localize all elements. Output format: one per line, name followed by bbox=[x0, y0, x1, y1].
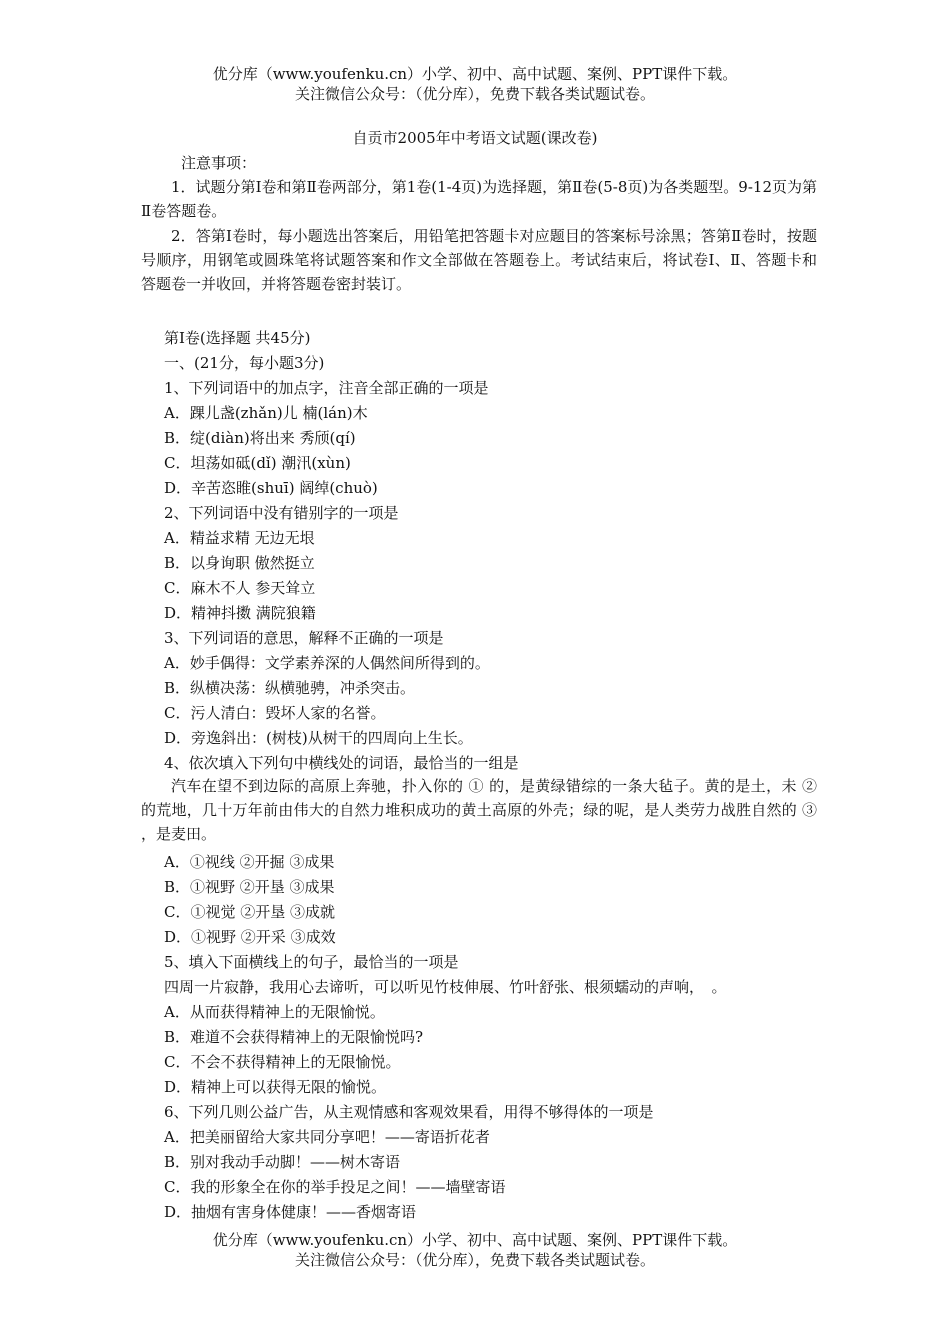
footer-line-2: 关注微信公众号：（优分库），免费下载各类试题试卷。 bbox=[294, 1251, 655, 1269]
question-option: C．麻木不人 参天耸立 bbox=[164, 579, 316, 597]
question-stem: 1、下列词语中的加点字，注音全部正确的一项是 bbox=[164, 379, 489, 397]
question-stem: 6、下列几则公益广告，从主观情感和客观效果看，用得不够得体的一项是 bbox=[164, 1103, 654, 1121]
notice-heading: 注意事项： bbox=[181, 154, 257, 172]
question-option: D．辛苦恣睢(shuī) 阔绰(chuò) bbox=[164, 479, 378, 497]
question-option: A．把美丽留给大家共同分享吧！——寄语折花者 bbox=[164, 1128, 490, 1146]
question-option: D．旁逸斜出：(树枝)从树干的四周向上生长。 bbox=[164, 729, 473, 747]
question-option: D．①视野 ②开采 ③成效 bbox=[164, 928, 336, 946]
question-option: B．难道不会获得精神上的无限愉悦吗? bbox=[164, 1028, 424, 1046]
document-title: 自贡市2005年中考语文试题(课改卷) bbox=[352, 129, 598, 147]
question-stem: 5、填入下面横线上的句子，最恰当的一项是 bbox=[164, 953, 459, 971]
question-option: B．绽(diàn)将出来 秀颀(qí) bbox=[164, 429, 356, 447]
question-option: B．纵横决荡：纵横驰骋，冲杀突击。 bbox=[164, 679, 416, 697]
section-heading: 一、(21分，每小题3分) bbox=[164, 354, 325, 372]
header-line-1: 优分库（www.youfenku.cn）小学、初中、高中试题、案例、PPT课件下载。 bbox=[212, 65, 738, 83]
question-option: B．以身询职 傲然挺立 bbox=[164, 554, 315, 572]
question-stem: 3、下列词语的意思，解释不正确的一项是 bbox=[164, 629, 444, 647]
question-option: C．不会不获得精神上的无限愉悦。 bbox=[164, 1053, 401, 1071]
question-option: C．①视觉 ②开垦 ③成就 bbox=[164, 903, 336, 921]
question-option: A．精益求精 无边无垠 bbox=[164, 529, 315, 547]
question-option: A．踝儿盏(zhǎn)儿 楠(lán)木 bbox=[164, 404, 368, 422]
question-passage: 四周一片寂静，我用心去谛听，可以听见竹枝伸展、竹叶舒张、根须蠕动的声响， 。 bbox=[164, 978, 727, 996]
question-option: D．精神抖擞 满院狼籍 bbox=[164, 604, 316, 622]
question-option: B．①视野 ②开垦 ③成果 bbox=[164, 878, 335, 896]
question-option: A．从而获得精神上的无限愉悦。 bbox=[164, 1003, 385, 1021]
question-option: C．坦荡如砥(dǐ) 潮汛(xùn) bbox=[164, 454, 351, 472]
page-header bbox=[0, 64, 950, 104]
question-stem: 4、依次填入下列句中横线处的词语，最恰当的一组是 bbox=[164, 754, 519, 772]
part-heading: 第Ⅰ卷(选择题 共45分) bbox=[164, 329, 311, 347]
question-option: A．妙手偶得：文学素养深的人偶然间所得到的。 bbox=[164, 654, 490, 672]
question-option: C．污人清白：毁坏人家的名誉。 bbox=[164, 704, 386, 722]
question-passage: 汽车在望不到边际的高原上奔驰，扑入你的 ① 的，是黄绿错综的一条大毡子。黄的是土，未 ② 的荒地，几十万年前由伟大的自然力堆积成功的黄土高原的外壳；绿的呢，是人类劳力战胜自然的 ③ ，是麦田。 bbox=[141, 777, 817, 843]
footer-line-1: 优分库（www.youfenku.cn）小学、初中、高中试题、案例、PPT课件下载。 bbox=[212, 1231, 738, 1249]
question-stem: 2、下列词语中没有错别字的一项是 bbox=[164, 504, 399, 522]
question-option: C．我的形象全在你的举手投足之间！——墙壁寄语 bbox=[164, 1178, 506, 1196]
header-line-2: 关注微信公众号：（优分库），免费下载各类试题试卷。 bbox=[294, 85, 655, 103]
notice-item-1: 1．试题分第Ⅰ卷和第Ⅱ卷两部分，第1卷(1-4页)为选择题，第Ⅱ卷(5-8页)为各类题型。9-12页为第Ⅱ卷答题卷。 bbox=[141, 178, 817, 220]
question-option: D．精神上可以获得无限的愉悦。 bbox=[164, 1078, 387, 1096]
question-option: A．①视线 ②开掘 ③成果 bbox=[164, 853, 335, 871]
question-option: D．抽烟有害身体健康！——香烟寄语 bbox=[164, 1203, 417, 1221]
question-option: B．别对我动手动脚！——树木寄语 bbox=[164, 1153, 401, 1171]
notice-item-2: 2．答第Ⅰ卷时，每小题选出答案后，用铅笔把答题卡对应题目的答案标号涂黑；答第Ⅱ卷时，按题号顺序，用钢笔或圆珠笔将试题答案和作文全部做在答题卷上。考试结束后，将试卷Ⅰ、Ⅱ、答题卡和答题卷一并收回，并将答题卷密封装订。 bbox=[141, 227, 817, 293]
page-footer bbox=[0, 1230, 950, 1270]
